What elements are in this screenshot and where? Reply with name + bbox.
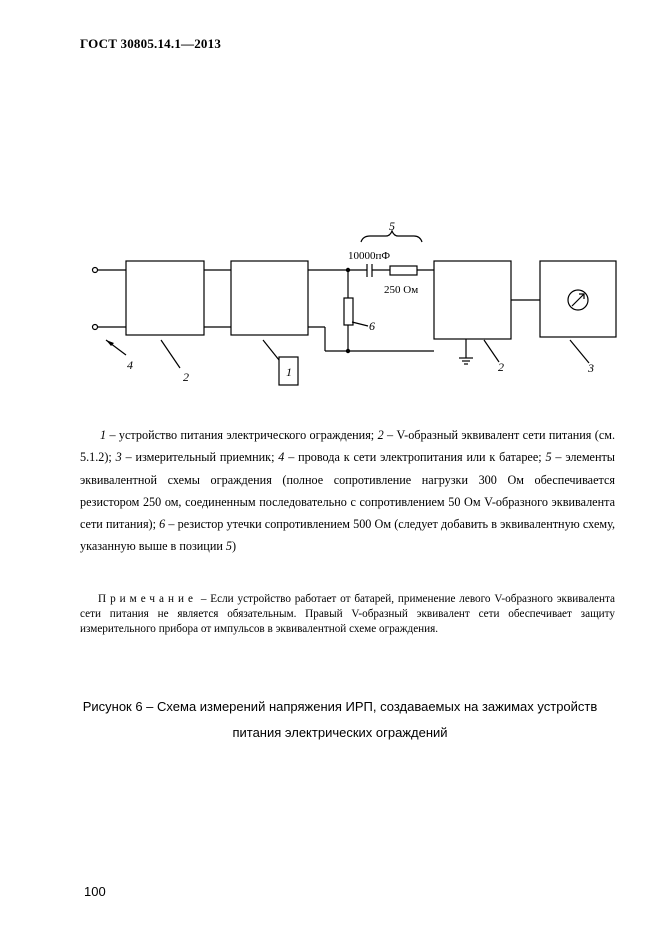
legend-num-6: 6: [159, 517, 166, 532]
note-label: Примечание: [98, 593, 197, 605]
figure-caption: [60, 694, 620, 746]
legend-num-3: 3: [115, 450, 122, 465]
label-3: 3: [588, 361, 594, 375]
label-6: 6: [369, 319, 375, 333]
legend-num-2: 2: [377, 428, 384, 442]
legend-text-4: – провода к сети электропитания или к батарее;: [284, 450, 546, 465]
v-network-right-block: [434, 261, 511, 339]
terminal-bottom: [93, 325, 98, 330]
legend-text-3: – измерительный приемник;: [121, 450, 279, 465]
measuring-receiver-block: [540, 261, 616, 337]
legend-text-7: ): [232, 539, 237, 554]
label-4: 4: [127, 358, 133, 372]
legend-num-5-ref: 5: [225, 539, 232, 554]
legend-text-1: – устройство питания электрического ограждения;: [106, 428, 378, 442]
figure-legend: [80, 424, 615, 558]
v-network-left-block: [126, 261, 204, 335]
caption-line-1: Рисунок 6 – Схема измерений напряжения ИРП, создаваемых на зажимах устройств: [82, 699, 598, 714]
page-number: 100: [84, 884, 106, 899]
label-2-left: 2: [183, 370, 189, 384]
resistor-value: 250 Ом: [384, 284, 419, 296]
legend-text-2: – V-образный эквивалент сети питания (см. 5.1.2);: [80, 428, 615, 465]
terminal-top: [93, 268, 98, 273]
legend-num-1: 1: [100, 428, 107, 442]
series-resistor: [390, 266, 417, 275]
label-2-right: 2: [498, 360, 504, 374]
energizer-block: [231, 261, 308, 335]
document-header: ГОСТ 30805.14.1—2013: [80, 36, 222, 51]
legend-text-6: – резистор утечки сопротивлением 500 Ом (следует добавить в эквивалентную схему, указанную выше в позиции: [80, 517, 615, 554]
legend-num-5: 5: [545, 450, 552, 465]
legend-num-4: 4: [278, 450, 285, 465]
circuit-diagram: [0, 0, 661, 400]
label-5: 5: [389, 219, 395, 233]
label-1: 1: [286, 365, 292, 379]
leakage-resistor: [344, 298, 353, 325]
legend-text-5: – элементы эквивалентной схемы ограждения (полное сопротивление нагрузки 300 Ом обеспечивается резистором 250 ом, соединенным последовательно с сопротивлением 50 Ом V-образного эквивалента сети питания);: [80, 450, 615, 532]
note-paragraph: [80, 592, 615, 637]
capacitor-value: 10000пФ: [348, 250, 391, 262]
caption-line-2: питания электрических ограждений: [232, 725, 448, 740]
note-text: – Если устройство работает от батарей, применение левого V-образного эквивалента сети питания не является обязательным. Правый V-образный эквивалент сети обеспечивает защиту измерительного прибора от импульсов в эквивалентной схеме ограждения.: [80, 593, 615, 635]
